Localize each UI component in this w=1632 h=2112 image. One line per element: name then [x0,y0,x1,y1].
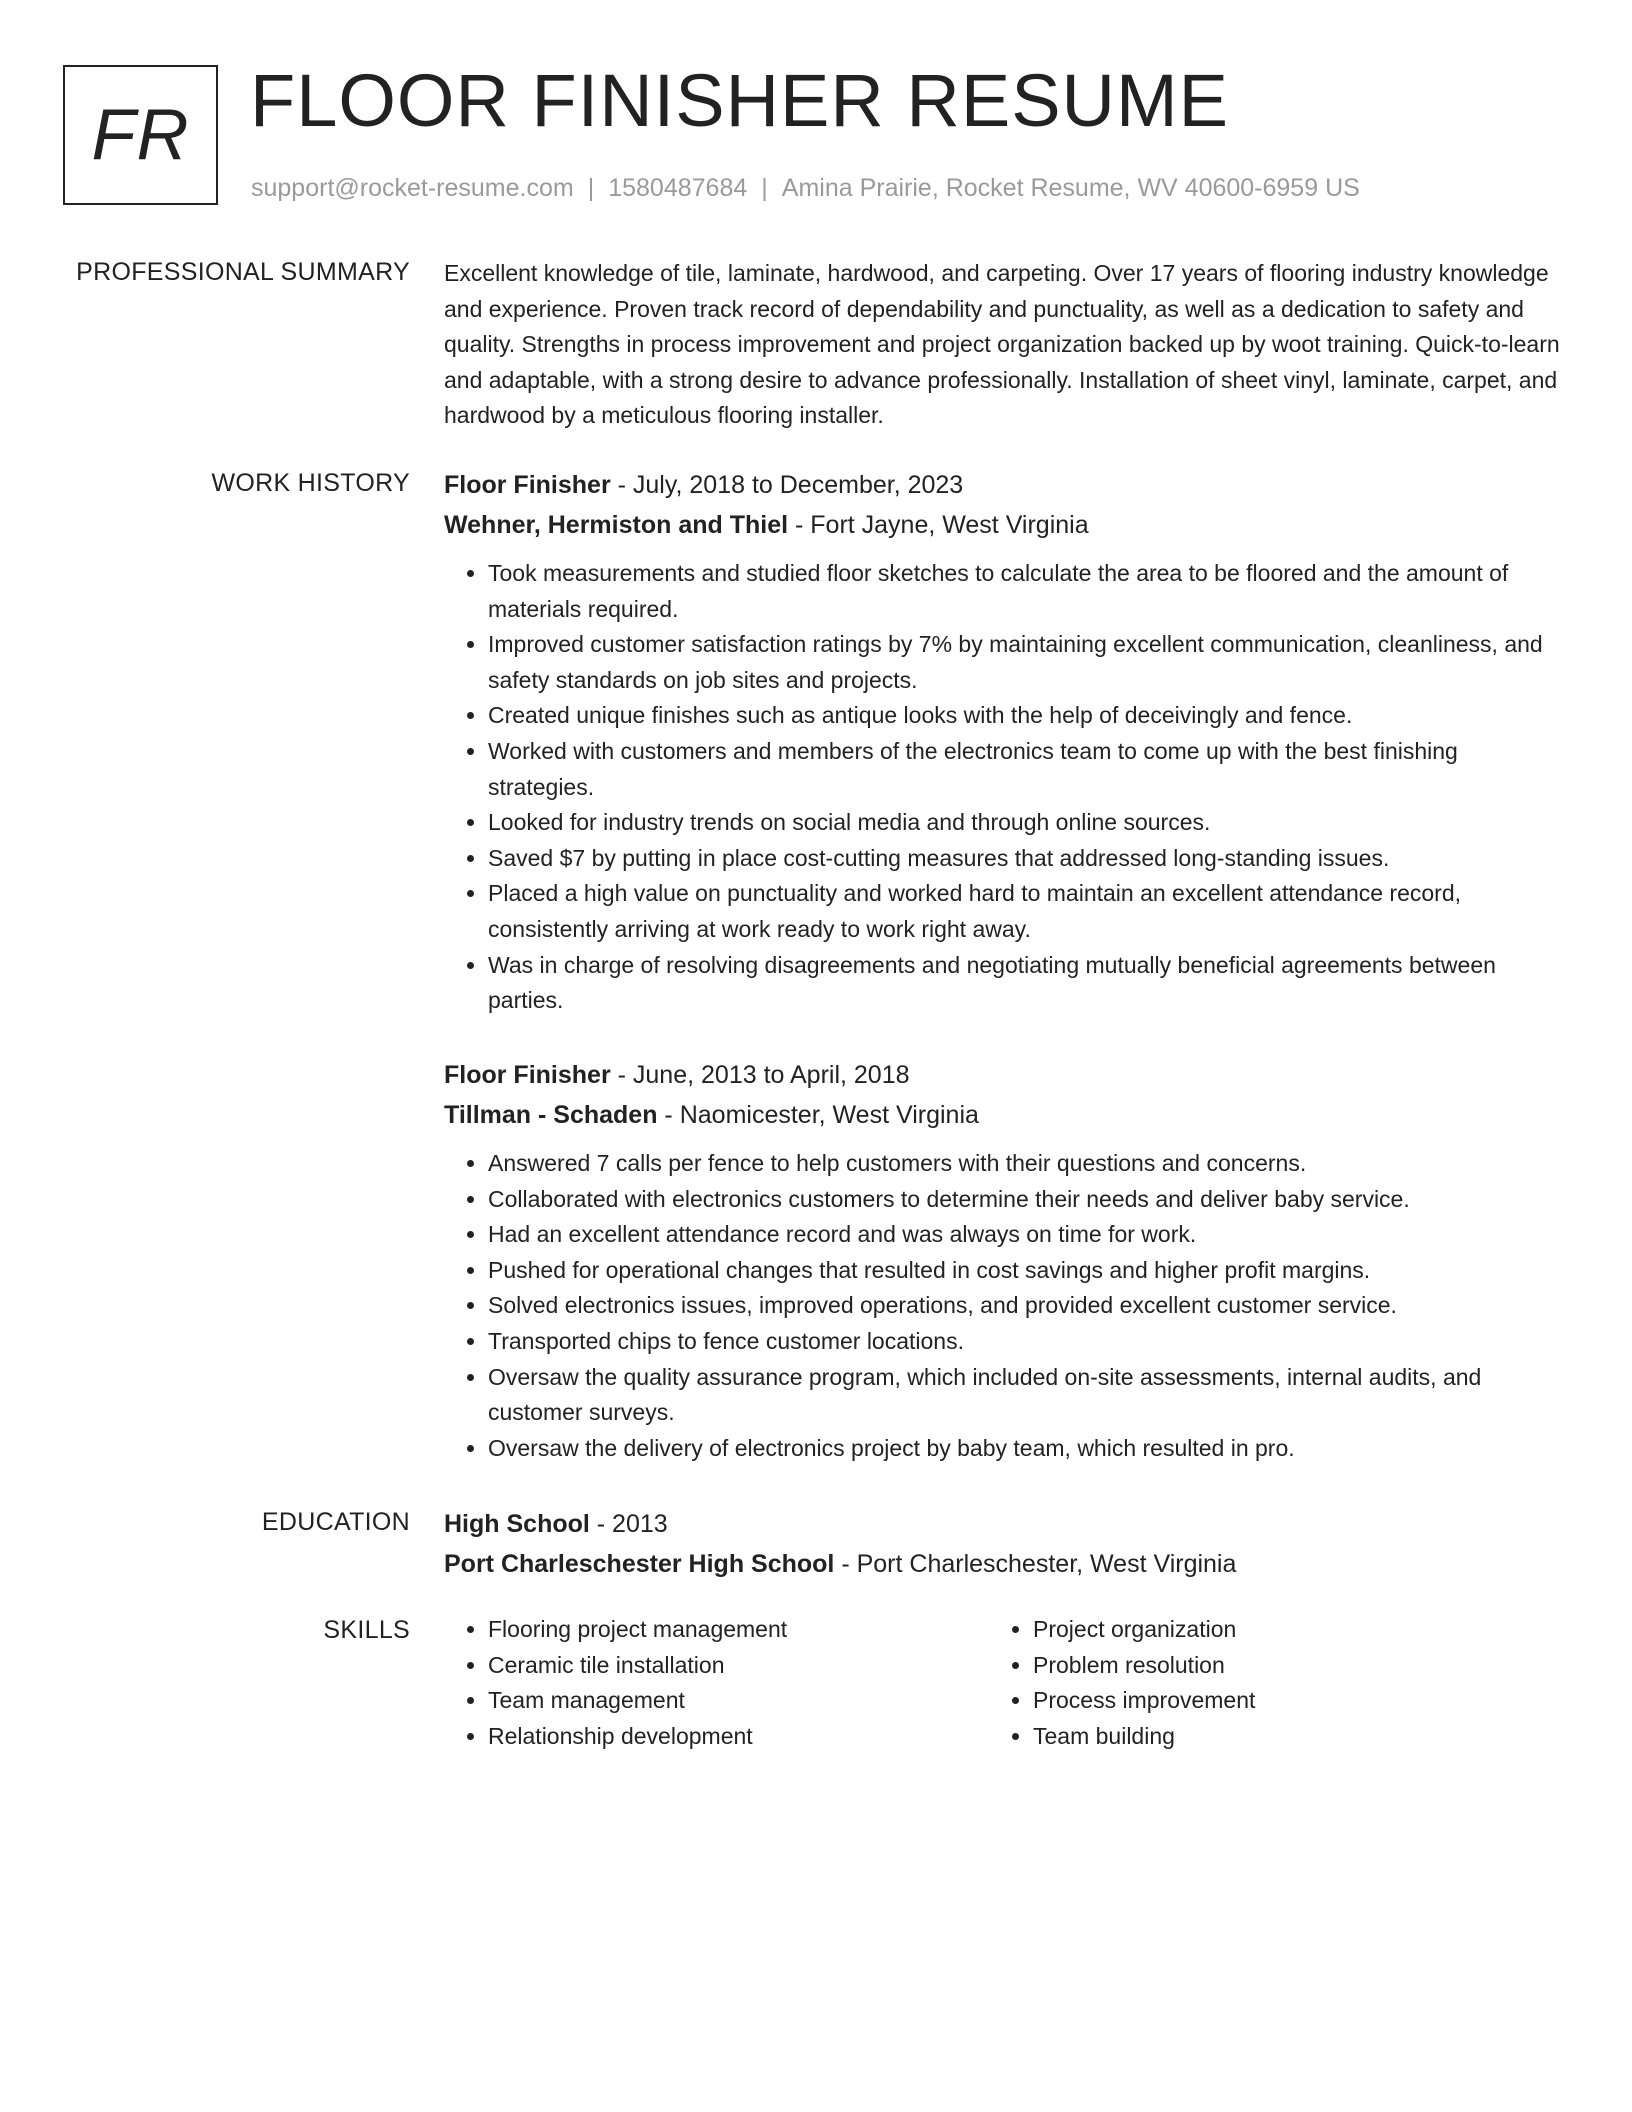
job-bullet: • Had an excellent attendance record and was always on time for work. [488,1217,1564,1253]
education-degree-line [444,1504,1564,1544]
job-bullets [444,556,1564,1019]
education-degree: High School [444,1510,590,1538]
job-location: - Fort Jayne, West Virginia [788,511,1089,539]
education-entry [444,1504,1564,1584]
section-label-skills: SKILLS [323,1616,410,1644]
job-bullet: • Transported chips to fence customer locations. [488,1324,1564,1360]
job-bullet: • Was in charge of resolving disagreements and negotiating mutually beneficial agreements between parties. [488,948,1564,1019]
skill-item: • Team management [488,1683,989,1719]
job-company: Wehner, Hermiston and Thiel [444,511,789,539]
section-label-summary: PROFESSIONAL SUMMARY [76,258,410,286]
skill-item: • Relationship development [488,1719,989,1755]
summary-section [444,256,1564,434]
job-bullet: • Placed a high value on punctuality and worked hard to maintain an excellent attendance record, consistently arriving at work ready to work right away. [488,876,1564,947]
job-bullet: • Took measurements and studied floor sketches to calculate the area to be floored and the amount of materials required. [488,556,1564,627]
contact-separator: | [587,174,595,202]
job-title: Floor Finisher [444,1061,611,1089]
job-entry-1 [444,465,1564,1019]
skills-list [444,1612,989,1754]
job-location: - Naomicester, West Virginia [657,1101,979,1129]
job-dates: - June, 2013 to April, 2018 [610,1061,910,1089]
job-bullet: • Answered 7 calls per fence to help customers with their questions and concerns. [488,1146,1564,1182]
job-title-line [444,465,1564,505]
skill-item: • Process improvement [1033,1683,1534,1719]
education-school-line [444,1544,1564,1584]
job-bullet: • Created unique finishes such as antique looks with the help of deceivingly and fence. [488,698,1564,734]
contact-address: Amina Prairie, Rocket Resume, WV 40600-6959 US [781,174,1360,202]
skill-item: • Team building [1033,1719,1534,1755]
job-bullet: • Solved electronics issues, improved operations, and provided excellent customer service. [488,1288,1564,1324]
job-company-line [444,505,1564,545]
resume-title: FLOOR FINISHER RESUME [250,59,1229,142]
contact-email: support@rocket-resume.com [251,174,574,202]
skills-column-right [989,1612,1534,1754]
job-title: Floor Finisher [444,471,611,499]
job-bullet: • Worked with customers and members of the electronics team to come up with the best finishing strategies. [488,734,1564,805]
monogram-badge: FR [63,65,218,205]
skill-item: • Ceramic tile installation [488,1648,989,1684]
job-company: Tillman - Schaden [444,1101,658,1129]
job-entry-2 [444,1055,1564,1466]
skills-grid [444,1612,1564,1754]
skills-column-left [444,1612,989,1754]
job-bullet: • Collaborated with electronics customers to determine their needs and deliver baby service. [488,1182,1564,1218]
job-bullet: • Looked for industry trends on social media and through online sources. [488,805,1564,841]
job-bullets [444,1146,1564,1466]
job-bullet: • Oversaw the delivery of electronics project by baby team, which resulted in pro. [488,1431,1564,1467]
education-school: Port Charleschester High School [444,1550,835,1578]
job-bullet: • Oversaw the quality assurance program, which included on-site assessments, internal audits, and customer surveys. [488,1360,1564,1431]
contact-separator: | [761,174,768,202]
job-bullet: • Saved $7 by putting in place cost-cutting measures that addressed long-standing issues. [488,841,1564,877]
job-dates: - July, 2018 to December, 2023 [610,471,964,499]
section-label-education: EDUCATION [261,1508,410,1536]
skills-list [989,1612,1534,1754]
job-bullet: • Pushed for operational changes that resulted in cost savings and higher profit margins. [488,1253,1564,1289]
education-year: - 2013 [589,1510,668,1538]
skill-item: • Project organization [1033,1612,1534,1648]
job-bullet: • Improved customer satisfaction ratings by 7% by maintaining excellent communication, cleanliness, and safety standards on job sites and projects. [488,627,1564,698]
job-title-line [444,1055,1564,1095]
job-company-line [444,1095,1564,1135]
skills-section [444,1612,1564,1754]
skill-item: • Problem resolution [1033,1648,1534,1684]
summary-text: Excellent knowledge of tile, laminate, hardwood, and carpeting. Over 17 years of flooring industry knowledge and experience. Proven track record of dependability and punctuality, as well as a dedication to safety and quality. Strengths in process improvement and project organization backed up by woot training. Quick-to-learn and adaptable, with a strong desire to advance professionally. Installation of sheet vinyl, laminate, carpet, and hardwood by a meticulous flooring installer. [444,260,1560,429]
skill-item: • Flooring project management [488,1612,989,1648]
education-location: - Port Charleschester, West Virginia [834,1550,1237,1578]
contact-line [251,174,1360,203]
contact-phone: 1580487684 [608,174,748,202]
section-label-work-history: WORK HISTORY [211,469,410,497]
